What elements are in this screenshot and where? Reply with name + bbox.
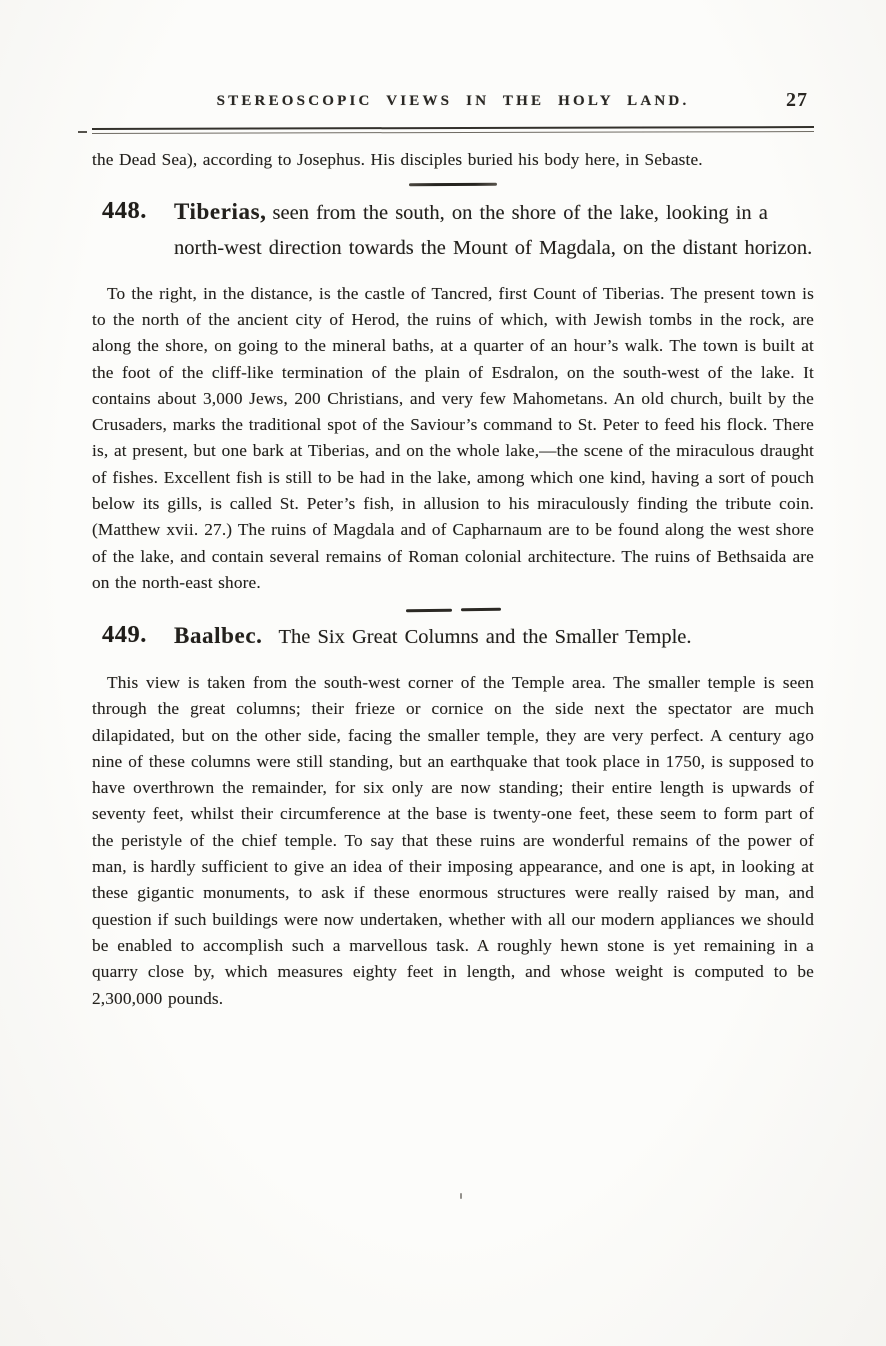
- entry-title-text: The Six Great Columns and the Smaller Temple.: [278, 626, 692, 649]
- divider-dash: [405, 609, 451, 613]
- entry-449-heading: [92, 618, 814, 656]
- divider-dash: [460, 608, 500, 612]
- entry-448-heading: [92, 194, 814, 267]
- intro-continuation-paragraph: the Dead Sea), according to Josephus. His disciples buried his body here, in Sebaste.: [92, 150, 703, 169]
- entry-title: [174, 618, 814, 656]
- entry-place-name: Tiberias,: [174, 198, 267, 224]
- entry-title: [174, 194, 814, 267]
- section-divider: [409, 183, 497, 187]
- running-head-row: [92, 89, 814, 116]
- entry-448-body: To the right, in the distance, is the castle of Tancred, first Count of Tiberias. The present town is to the north of the ancient city of Herod, the ruins of which, with Jewish tombs in the rock, are along the shore, on going to the mineral baths, at a quarter of an hour’s walk. The town is built at the foot of the cliff-like termination of the plain of Esdralon, on the south-west of the lake. It contains about 3,000 Jews, 200 Christians, and very few Mahometans. An old church, built by the Crusaders, marks the traditional spot of the Saviour’s command to St. Peter to feed his flock. There is, at present, but one bark at Tiberias, and on the whole lake,—the scene of the miraculous draught of fishes. Excellent fish is still to be had in the lake, among which one kind, having a sort of pouch below its gills, is called St. Peter’s fish, in allusion to his miraculously finding the tribute coin. (Matthew xvii. 27.) The ruins of Magdala and of Capharnaum are to be found along the west shore of the lake, and contain several remains of Roman colonial architecture. The ruins of Bethsaida are on the north-east shore.: [92, 283, 814, 592]
- scan-speck: [460, 1193, 462, 1199]
- page-number: 27: [786, 89, 808, 111]
- section-divider-broken: [398, 608, 508, 611]
- entry-number: 449.: [102, 621, 147, 649]
- entry-number: 448.: [102, 196, 147, 224]
- header-rule: [92, 126, 814, 134]
- entry-title-text: seen from the south, on the shore of the lake, looking in a north-west direction towards the Mount of Magdala, on the distant horizon.: [174, 201, 813, 260]
- running-head-title: STEREOSCOPIC VIEWS IN THE HOLY LAND.: [216, 93, 690, 109]
- entry-place-name: Baalbec.: [174, 623, 263, 649]
- entry-449-body: This view is taken from the south-west corner of the Temple area. The smaller temple is seen through the great columns; their frieze or cornice on the side next the spectator are much dilapidated, but on the other side, facing the smaller temple, they are very perfect. A century ago nine of these columns were still standing, but an earthquake that took place in 1750, is supposed to have overthrown the remainder, for six only are now standing; their entire length is upwards of seventy feet, whilst their circumference at the base is twenty-one feet, these seem to form part of the peristyle of the chief temple. To say that these ruins are wonderful remains of the power of man, is hardly sufficient to give an idea of their imposing appearance, and one is apt, in looking at these gigantic monuments, to ask if these enormous structures were really raised by man, and question if such buildings were now undertaken, whether with all our modern appliances we should be enabled to accomplish such a marvellous task. A roughly hewn stone is yet remaining in a quarry close by, which measures eighty feet in length, and whose weight is computed to be 2,300,000 pounds.: [92, 672, 814, 1008]
